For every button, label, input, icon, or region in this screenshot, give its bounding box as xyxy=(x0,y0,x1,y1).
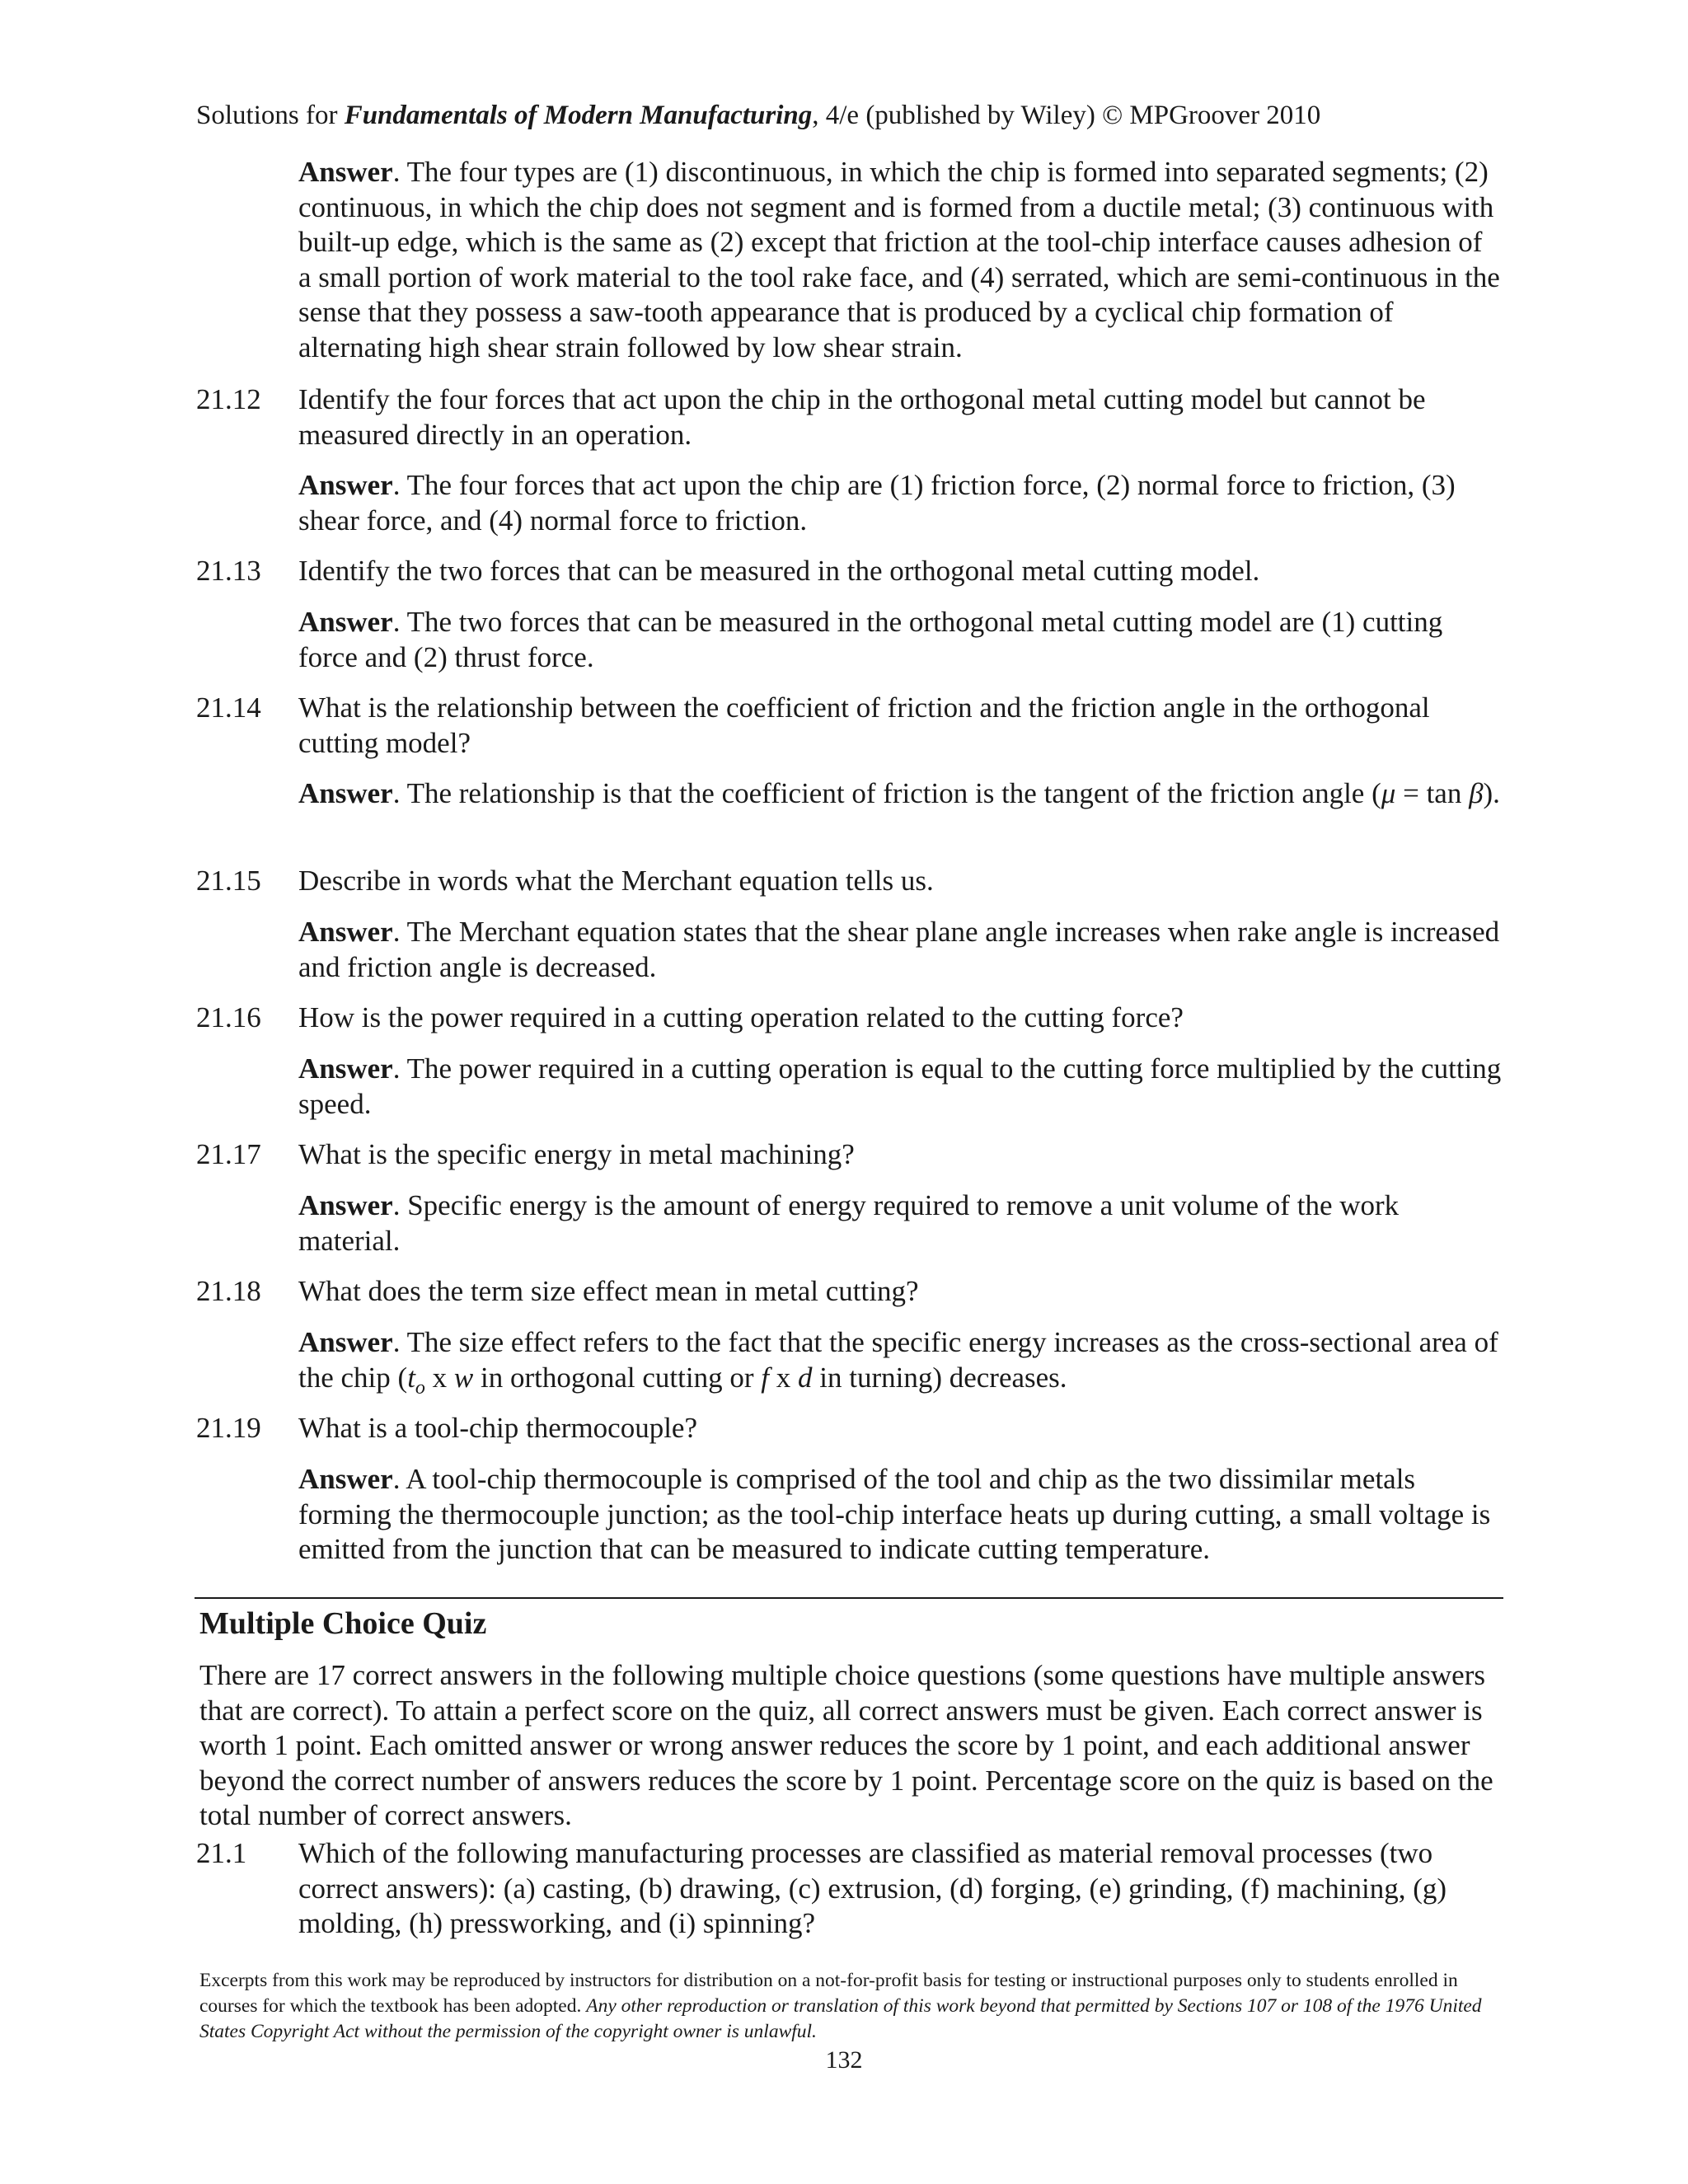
question-21-18: What does the term size effect mean in metal cutting? xyxy=(298,1275,919,1307)
quiz-intro: There are 17 correct answers in the following multiple choice questions (some questions have multiple answers that are correct). To attain a perfect score on the quiz, all correct answers must be given. Each correct answer is worth 1 point. Each omitted answer or wrong answer reduces the score by 1 point, and each additional answer beyond the correct number of answers reduces the score by 1 point. Percentage score on the quiz is based on the total number of correct answers. xyxy=(199,1659,1493,1831)
answer-21-12: Answer. The four forces that act upon the chip are (1) friction force, (2) normal force to friction, (3) shear force, and (4) normal force to friction. xyxy=(298,469,1456,537)
question-number: 21.17 xyxy=(196,1138,261,1170)
answer-21-14: Answer. The relationship is that the coefficient of friction is the tangent of the friction angle (μ = tan β). xyxy=(298,777,1500,809)
question-21-19: What is a tool-chip thermocouple? xyxy=(298,1412,698,1444)
question-number: 21.19 xyxy=(196,1412,261,1444)
answer-label: Answer xyxy=(298,156,393,188)
section-divider xyxy=(195,1597,1503,1599)
running-header xyxy=(196,97,1320,134)
question-number: 21.13 xyxy=(196,555,261,587)
header-suffix: , 4/e (published by Wiley) © MPGroover 2010 xyxy=(812,101,1321,130)
question-21-17: What is the specific energy in metal machining? xyxy=(298,1138,855,1170)
answer-21-15: Answer. The Merchant equation states that the shear plane angle increases when rake angle is increased and friction angle is decreased. xyxy=(298,916,1500,983)
question-number: 21.18 xyxy=(196,1275,261,1307)
page-number: 132 xyxy=(825,2046,863,2074)
answer-21-13: Answer. The two forces that can be measured in the orthogonal metal cutting model are (1) cutting force and (2) thrust force. xyxy=(298,606,1443,673)
question-number: 21.14 xyxy=(196,691,261,724)
question-21-16: How is the power required in a cutting operation related to the cutting force? xyxy=(298,1001,1184,1033)
question-21-13: Identify the two forces that can be measured in the orthogonal metal cutting model. xyxy=(298,555,1260,587)
answer-21-19: Answer. A tool-chip thermocouple is comprised of the tool and chip as the two dissimilar metals forming the thermocouple junction; as the tool-chip interface heats up during cutting, a small voltage is emitted from the junction that can be measured to indicate cutting temperature. xyxy=(298,1463,1491,1565)
question-number: 21.1 xyxy=(196,1837,247,1869)
section-title: Multiple Choice Quiz xyxy=(199,1606,487,1641)
question-number: 21.12 xyxy=(196,383,261,415)
quiz-question-21-1: Which of the following manufacturing processes are classified as material removal processes (two correct answers): (a) casting, (b) drawing, (c) extrusion, (d) forging, (e) grinding, (f) machining, (g) molding, (h) pressworking, and (i) spinning? xyxy=(298,1837,1447,1939)
copyright-footer: Excerpts from this work may be reproduced by instructors for distribution on a not-for-profit basis for testing or instructional purposes only to students enrolled in courses for which the textbook has been adopted. Any other reproduction or translation of this work beyond that permitted by Sections 107 or 108 of the 1976 United States Copyright Act without the permission of the copyright owner is unlawful. xyxy=(199,1970,1482,2042)
question-21-15: Describe in words what the Merchant equation tells us. xyxy=(298,865,934,897)
question-number: 21.16 xyxy=(196,1001,261,1033)
question-number: 21.15 xyxy=(196,865,261,897)
header-prefix: Solutions for xyxy=(196,101,345,130)
question-21-12: Identify the four forces that act upon the chip in the orthogonal metal cutting model but cannot be measured directly in an operation. xyxy=(298,383,1426,451)
answer-21-16: Answer. The power required in a cutting operation is equal to the cutting force multiplied by the cutting speed. xyxy=(298,1052,1502,1120)
answer-21-11: Answer. The four types are (1) discontinuous, in which the chip is formed into separated segments; (2) continuous, in which the chip does not segment and is formed from a ductile metal; (3) continuous with built-up edge, which is the same as (2) except that friction at the tool-chip interface causes adhesion of a small portion of work material to the tool rake face, and (4) serrated, which are semi-continuous in the sense that they possess a saw-tooth appearance that is produced by a cyclical chip formation of alternating high shear strain followed by low shear strain. xyxy=(298,156,1500,363)
answer-21-18: Answer. The size effect refers to the fact that the specific energy increases as the cross-sectional area of the chip ($t_o$ x w in orthogonal cutting or f x d in turning) decreases. xyxy=(298,1326,1498,1399)
header-book-title: Fundamentals of Modern Manufacturing xyxy=(344,101,813,130)
answer-21-17: Answer. Specific energy is the amount of energy required to remove a unit volume of the work material. xyxy=(298,1189,1400,1257)
question-21-14: What is the relationship between the coefficient of friction and the friction angle in the orthogonal cutting model? xyxy=(298,691,1430,759)
